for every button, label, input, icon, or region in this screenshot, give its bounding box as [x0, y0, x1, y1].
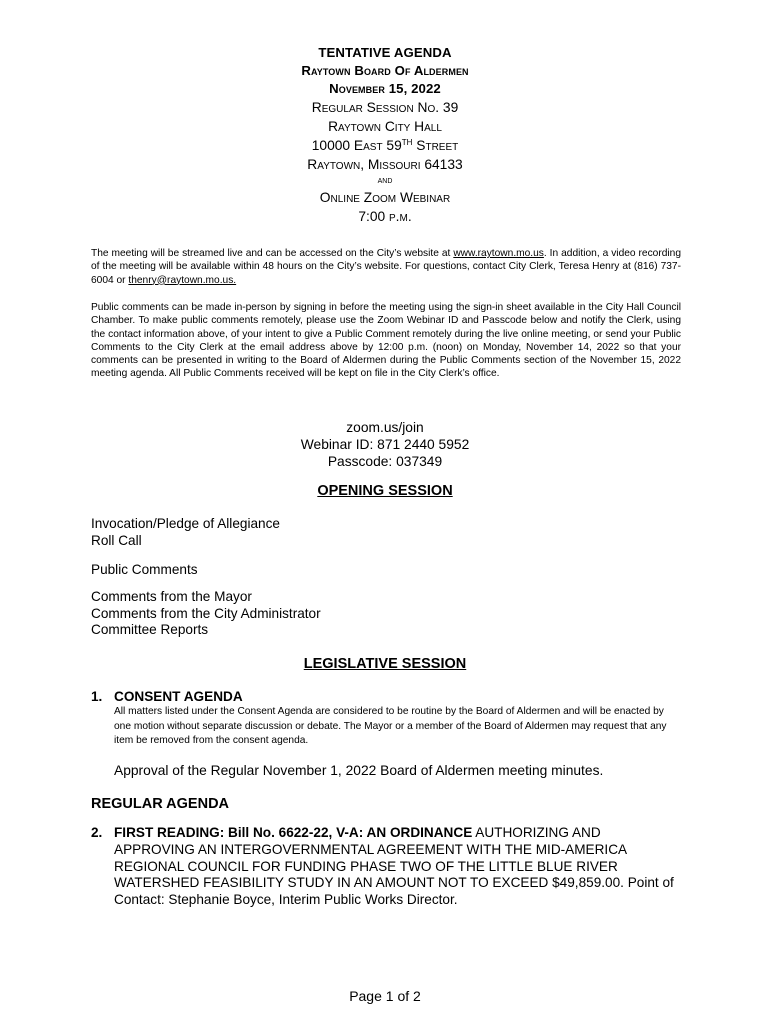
address-street: Street [412, 138, 459, 153]
item-1-number: 1. [91, 689, 103, 704]
opening-items-group-2 [91, 589, 321, 639]
legislative-session-heading: LEGISLATIVE SESSION [303, 656, 467, 672]
meeting-time: 7:00 p.m. [358, 209, 412, 224]
minutes-approval-item: Approval of the Regular November 1, 2022 Board of Aldermen meeting minutes. [114, 763, 604, 778]
meeting-date: November 15, 2022 [329, 81, 441, 96]
zoom-info [0, 419, 770, 470]
committee-reports-item: Committee Reports [91, 622, 209, 637]
webinar-passcode: Passcode: 037349 [327, 454, 443, 469]
public-comments-paragraph: Public comments can be made in-person by signing in before the meeting using the sign-in sheet available in the City Hall Council Chamber. To make public comments remotely, please use the Zoom Webinar ID and Passcode below and notify the Clerk, using the contact information above, of your intent to give a Public Comment remotely during the live online meeting, or send your Public Comments to the City Clerk at the email address above by 12:00 p.m. (noon) on Monday, November 14, 2022 so that your comments can be presented in writing to the Board of Aldermen during the Public Comments section of the November 15, 2022 meeting agenda. All Public Comments received will be kept on file in the City Clerk’s office. [91, 302, 681, 380]
mayor-comments-item: Comments from the Mayor [91, 589, 252, 604]
agenda-title: TENTATIVE AGENDA [318, 45, 452, 60]
roll-call-item: Roll Call [91, 532, 142, 548]
streaming-text-1: The meeting will be streamed live and can be accessed on the City’s website at [91, 248, 454, 259]
website-link[interactable]: www.raytown.mo.us [453, 248, 544, 259]
consent-agenda-note: All matters listed under the Consent Agenda are considered to be routine by the Board of Aldermen and will be enacted by one motion without separate discussion or debate. The Mayor or a member of the Board of Aldermen may request that any item be removed from the consent agenda. [114, 706, 667, 746]
administrator-comments-item: Comments from the City Administrator [91, 605, 321, 621]
venue-address [0, 136, 770, 155]
first-reading-label: FIRST READING: Bill No. 6622-22, V-A: AN ORDINANCE [114, 825, 473, 840]
streaming-paragraph [91, 247, 681, 287]
first-reading-item [114, 825, 684, 909]
session-number: Regular Session No. 39 [311, 100, 459, 115]
address-number: 10000 East 59 [311, 138, 402, 153]
invocation-item: Invocation/Pledge of Allegiance [91, 516, 280, 531]
venue-name: Raytown City Hall [328, 119, 442, 134]
page-number: Page 1 of 2 [349, 988, 421, 1004]
webinar-id: Webinar ID: 871 2440 5952 [300, 437, 470, 452]
email-link[interactable]: thenry@raytown.mo.us. [128, 274, 237, 286]
item-2-number: 2. [91, 825, 103, 840]
streaming-text-2: . In addition, a video recording of the meeting will be available within 48 hours on the City’s website. For questions, contact City Clerk, Teresa Henry at (816) 737-6004 or [91, 248, 681, 286]
and-separator: and [377, 175, 393, 186]
consent-agenda-title: CONSENT AGENDA [114, 689, 243, 704]
agenda-header [0, 44, 770, 226]
opening-session-heading: OPENING SESSION [317, 483, 453, 499]
public-comments-item: Public Comments [91, 562, 198, 577]
board-name: Raytown Board Of Aldermen [301, 63, 469, 78]
regular-agenda-heading: REGULAR AGENDA [91, 796, 230, 812]
online-venue: Online Zoom Webinar [319, 190, 451, 205]
first-reading-text: AUTHORIZING AND APPROVING AN INTERGOVERNMENTAL AGREEMENT WITH THE MID-AMERICA REGIONAL COUNCIL FOR FUNDING PHASE TWO OF THE LITTLE BLUE RIVER WATERSHED FEASIBILITY STUDY IN AN AMOUNT NOT TO EXCEED $49,859.00. Point of Contact: Stephanie Boyce, Interim Public Works Director. [114, 825, 674, 908]
venue-city: Raytown, Missouri 64133 [307, 157, 463, 172]
address-superscript: TH [401, 138, 413, 147]
zoom-url: zoom.us/join [346, 420, 424, 435]
opening-items-group-1 [91, 516, 280, 549]
